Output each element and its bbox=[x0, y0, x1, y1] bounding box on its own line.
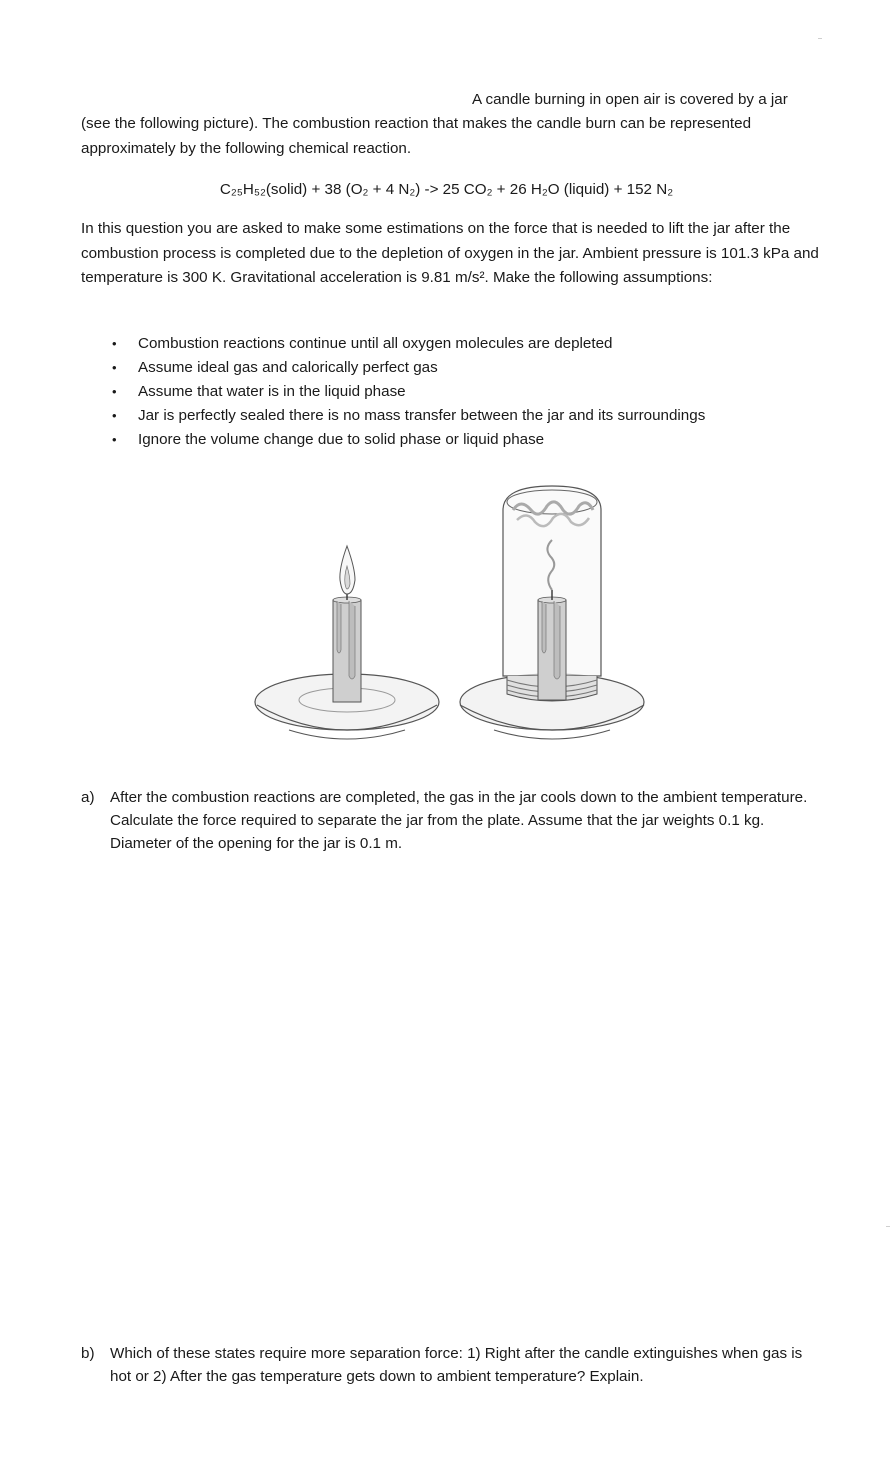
question-a-text: After the combustion reactions are completed, the gas in the jar cools down to the ambient temperature. Calculate the force required to separate the jar from the plate. Assume that the jar weights 0.1 kg. Diameter of the opening for the jar is 0.1 m. bbox=[110, 789, 808, 852]
assumption-item: • Assume that water is in the liquid phase bbox=[112, 380, 705, 404]
bullet-icon: • bbox=[112, 360, 117, 375]
bullet-icon: • bbox=[112, 384, 117, 399]
bullet-icon: • bbox=[112, 408, 117, 423]
question-a-label: a) bbox=[81, 789, 95, 806]
candle-jar-figure bbox=[245, 480, 665, 755]
bullet-icon: • bbox=[112, 432, 117, 447]
question-b bbox=[81, 1342, 811, 1388]
jar-candle-icon bbox=[460, 486, 644, 739]
assumptions-list bbox=[112, 332, 705, 452]
assumption-item: • Jar is perfectly sealed there is no mass transfer between the jar and its surroundings bbox=[112, 404, 705, 428]
assumption-item: • Assume ideal gas and calorically perfect gas bbox=[112, 356, 705, 380]
bullet-icon: • bbox=[112, 336, 117, 351]
problem-description: In this question you are asked to make some estimations on the force that is needed to lift the jar after the combustion process is completed due to the depletion of oxygen in the jar. Ambient pressure is 101.3 kPa and temperature is 300 K. Gravitational acceleration is 9.81 m/s². Make the following assumptions: bbox=[81, 220, 819, 286]
intro-first-line: A candle burning in open air is covered by a jar bbox=[472, 91, 788, 108]
question-b-label: b) bbox=[81, 1345, 95, 1362]
intro-paragraph: (see the following picture). The combustion reaction that makes the candle burn can be represented approximately by the following chemical reaction. bbox=[81, 115, 752, 157]
scan-mark bbox=[818, 38, 822, 39]
question-b-text: Which of these states require more separation force: 1) Right after the candle extinguishes when gas is hot or 2) After the gas temperature gets down to ambient temperature? Explain. bbox=[110, 1345, 803, 1385]
assumption-item: • Ignore the volume change due to solid phase or liquid phase bbox=[112, 428, 705, 452]
chemical-equation: C₂₅H₅₂(solid) + 38 (O₂ + 4 N₂) -> 25 CO₂ + 26 H₂O (liquid) + 152 N₂ bbox=[219, 181, 674, 198]
scan-mark bbox=[886, 1226, 890, 1227]
assumption-item: • Combustion reactions continue until all oxygen molecules are depleted bbox=[112, 332, 705, 356]
burning-candle-icon bbox=[255, 546, 439, 739]
question-a bbox=[81, 786, 811, 855]
